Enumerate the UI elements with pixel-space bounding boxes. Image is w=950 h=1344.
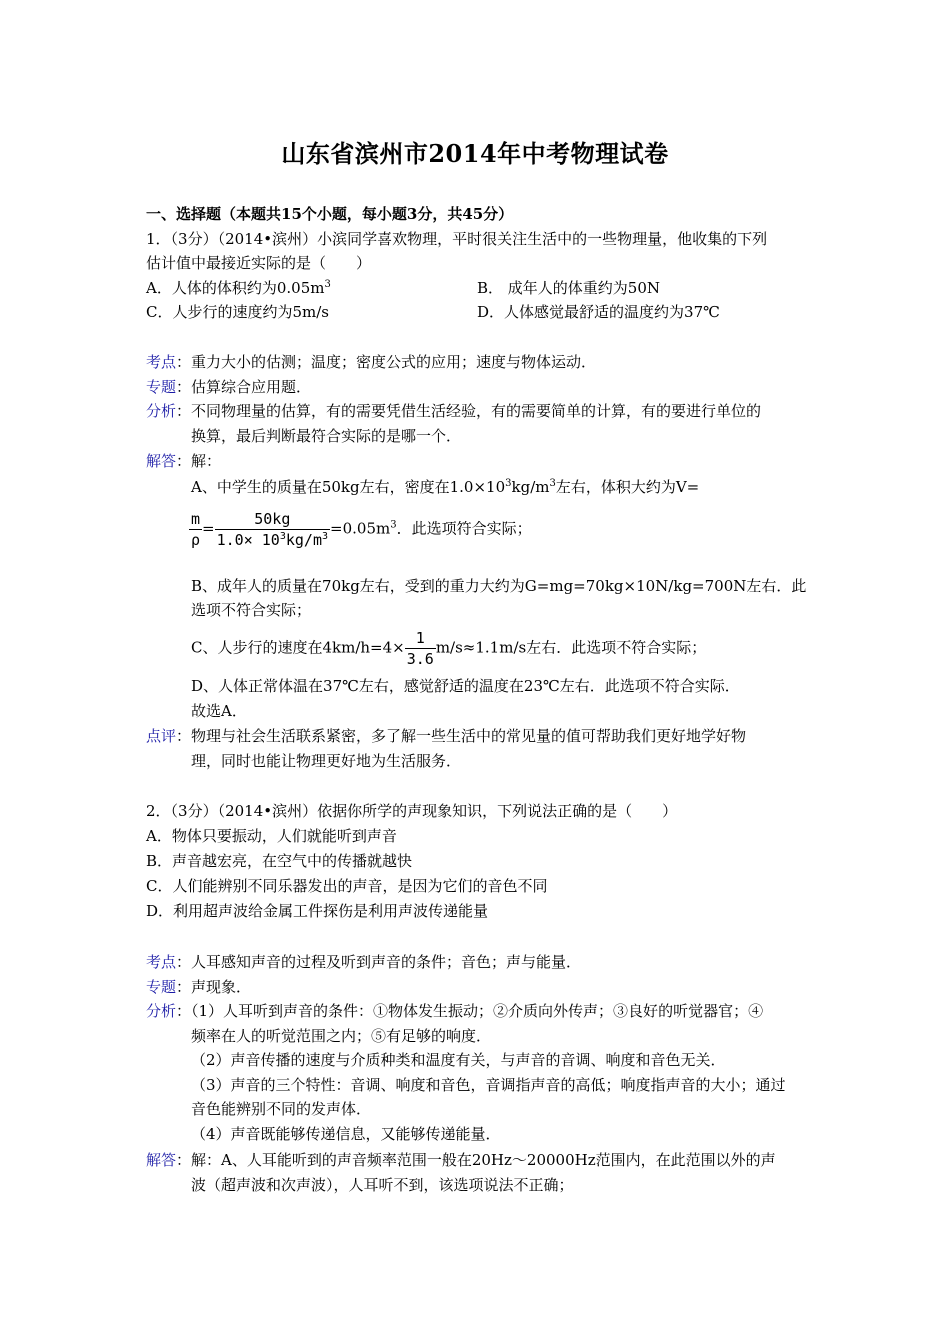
q1-fenxi-text-1: ：不同物理量的估算，有的需要凭借生活经验，有的需要简单的计算，有的要进行单位的 xyxy=(176,402,762,420)
q1-a-part2: kg/m xyxy=(511,478,550,496)
q2-stem: 2．（3分）（2014•滨州）依据你所学的声现象知识，下列说法正确的是（ ） xyxy=(146,802,678,820)
q1-option-c: C．人步行的速度约为5m/s xyxy=(146,303,329,321)
formula-fraction-values xyxy=(215,509,330,550)
q1-option-a-text: A．人体的体积约为0.05m xyxy=(146,279,325,297)
q1-stem-line2: 估计值中最接近实际的是（ ） xyxy=(146,254,372,272)
q1-option-d: D．人体感觉最舒适的温度约为37℃ xyxy=(477,303,720,321)
q1-kaodian-text: ：重力大小的估测；温度；密度公式的应用；速度与物体运动． xyxy=(176,353,597,371)
c-pre: C、人步行的速度在4km/h=4× xyxy=(191,638,405,657)
c-post: m/s≈1.1m/s左右．此选项不符合实际； xyxy=(435,638,707,657)
q1-option-a xyxy=(146,278,331,298)
q2-kaodian xyxy=(146,952,581,972)
formula-result-sup: 3 xyxy=(390,519,397,531)
page-title: 山东省滨州市2014年中考物理试卷 xyxy=(281,139,669,168)
q1-option-a-sup: 3 xyxy=(324,279,331,290)
q1-fenxi-tag: 分析 xyxy=(146,402,177,420)
q1-kaodian xyxy=(146,352,596,372)
den-mid: kg/m xyxy=(285,531,322,549)
den-sup2: 3 xyxy=(321,531,329,542)
den-pre: 1.0× 10 xyxy=(216,531,280,549)
q2-fenxi-tag: 分析 xyxy=(146,1002,177,1020)
frac-den-density xyxy=(215,529,330,550)
q2-jieda-text-2: 波（超声波和次声波），人耳听不到，该选项说法不正确； xyxy=(191,1176,574,1194)
c-fraction xyxy=(405,628,436,669)
q1-solution-c-line xyxy=(191,628,706,669)
q1-dianping-text-1: ：物理与社会生活联系紧密，多了解一些生活中的常见量的值可帮助我们更好地学好物 xyxy=(176,727,747,745)
q1-solution-b-line2: 选项不符合实际； xyxy=(191,601,312,619)
formula-result: =0.05m xyxy=(330,519,391,538)
q1-a-sup1: 3 xyxy=(505,478,512,489)
frac-num-50kg: 50kg xyxy=(254,510,291,528)
q1-jieda xyxy=(146,451,221,471)
formula-fraction-m-rho xyxy=(189,509,202,550)
q2-fenxi-text-6: （4）声音既能够传递信息，又能够传递能量． xyxy=(191,1125,501,1143)
q2-option-b: B．声音越宏亮，在空气中的传播就越快 xyxy=(146,852,413,870)
q2-option-d: D．利用超声波给金属工件探伤是利用声波传递能量 xyxy=(146,902,489,920)
q2-fenxi-text-4: （3）声音的三个特性：音调、响度和音色，音调指声音的高低；响度指声音的大小；通过 xyxy=(191,1076,786,1094)
q1-zhuanti xyxy=(146,377,311,397)
q1-solution-d-line: D、人体正常体温在37℃左右，感觉舒适的温度在23℃左右．此选项不符合实际． xyxy=(191,677,740,695)
q1-fenxi-text-2: 换算，最后判断最符合实际的是哪一个． xyxy=(191,427,462,445)
q1-zhuanti-tag: 专题 xyxy=(146,378,177,396)
q1-zhuanti-text: ：估算综合应用题． xyxy=(176,378,312,396)
den-sup1: 3 xyxy=(279,531,286,542)
q2-jieda-tag: 解答 xyxy=(146,1151,177,1169)
q1-dianping-text-2: 理，同时也能让物理更好地为生活服务． xyxy=(191,752,462,770)
q1-dianping xyxy=(146,726,746,746)
q1-a-part3: 左右，体积大约为V= xyxy=(555,478,700,496)
q2-zhuanti-text: ：声现象． xyxy=(176,978,252,996)
q1-stem-line1: 1．（3分）（2014•滨州）小滨同学喜欢物理，平时很关注生活中的一些物理量，他收集的下列 xyxy=(146,230,768,248)
formula-result-tail: ．此选项符合实际； xyxy=(396,519,532,538)
q1-solution-b-line1: B、成年人的质量在70kg左右，受到的重力大约为G=mg=70kg×10N/kg=700N左右．此 xyxy=(191,577,807,595)
q1-jieda-tag: 解答 xyxy=(146,452,177,470)
q2-zhuanti xyxy=(146,977,251,997)
q2-fenxi-text-2: 频率在人的听觉范围之内；⑤有足够的响度． xyxy=(191,1027,492,1045)
q1-a-part1: A、中学生的质量在50kg左右，密度在1.0×10 xyxy=(191,478,506,496)
c-frac-num: 1 xyxy=(415,629,425,647)
q1-solution-a-line xyxy=(191,477,699,497)
q2-kaodian-tag: 考点 xyxy=(146,953,177,971)
q1-dianping-tag: 点评 xyxy=(146,727,177,745)
q2-jieda xyxy=(146,1150,776,1170)
frac-num-m: m xyxy=(191,510,201,528)
formula-equals: = xyxy=(202,519,215,538)
q2-kaodian-text: ：人耳感知声音的过程及听到声音的条件；音色；声与能量． xyxy=(176,953,582,971)
q2-jieda-text-1: ：解：A、人耳能听到的声音频率范围一般在20Hz～20000Hz范围内，在此范围以外的声 xyxy=(176,1151,776,1169)
q2-zhuanti-tag: 专题 xyxy=(146,978,177,996)
q1-option-b: B． 成年人的体重约为50N xyxy=(477,279,661,297)
q1-a-sup2: 3 xyxy=(549,478,556,489)
c-frac-den: 3.6 xyxy=(406,650,434,668)
q1-jieda-intro: ：解： xyxy=(176,452,222,470)
q2-fenxi xyxy=(146,1001,763,1021)
q2-option-a: A．物体只要振动，人们就能听到声音 xyxy=(146,827,397,845)
q1-solution-a-formula xyxy=(189,509,532,550)
q2-option-c: C．人们能辨别不同乐器发出的声音，是因为它们的音色不同 xyxy=(146,877,548,895)
frac-den-rho: ρ xyxy=(191,531,201,549)
q1-fenxi xyxy=(146,401,761,421)
q2-fenxi-text-3: （2）声音传播的速度与介质种类和温度有关，与声音的音调、响度和音色无关． xyxy=(191,1051,726,1069)
section-heading: 一、选择题（本题共15个小题，每小题3分，共45分） xyxy=(146,205,514,223)
q1-kaodian-tag: 考点 xyxy=(146,353,177,371)
q2-fenxi-text-1: ：（1）人耳听到声音的条件：①物体发生振动；②介质向外传声；③良好的听觉器官；④ xyxy=(176,1002,764,1020)
q1-answer: 故选A． xyxy=(191,702,247,720)
q2-fenxi-text-5: 音色能辨别不同的发声体． xyxy=(191,1100,372,1118)
